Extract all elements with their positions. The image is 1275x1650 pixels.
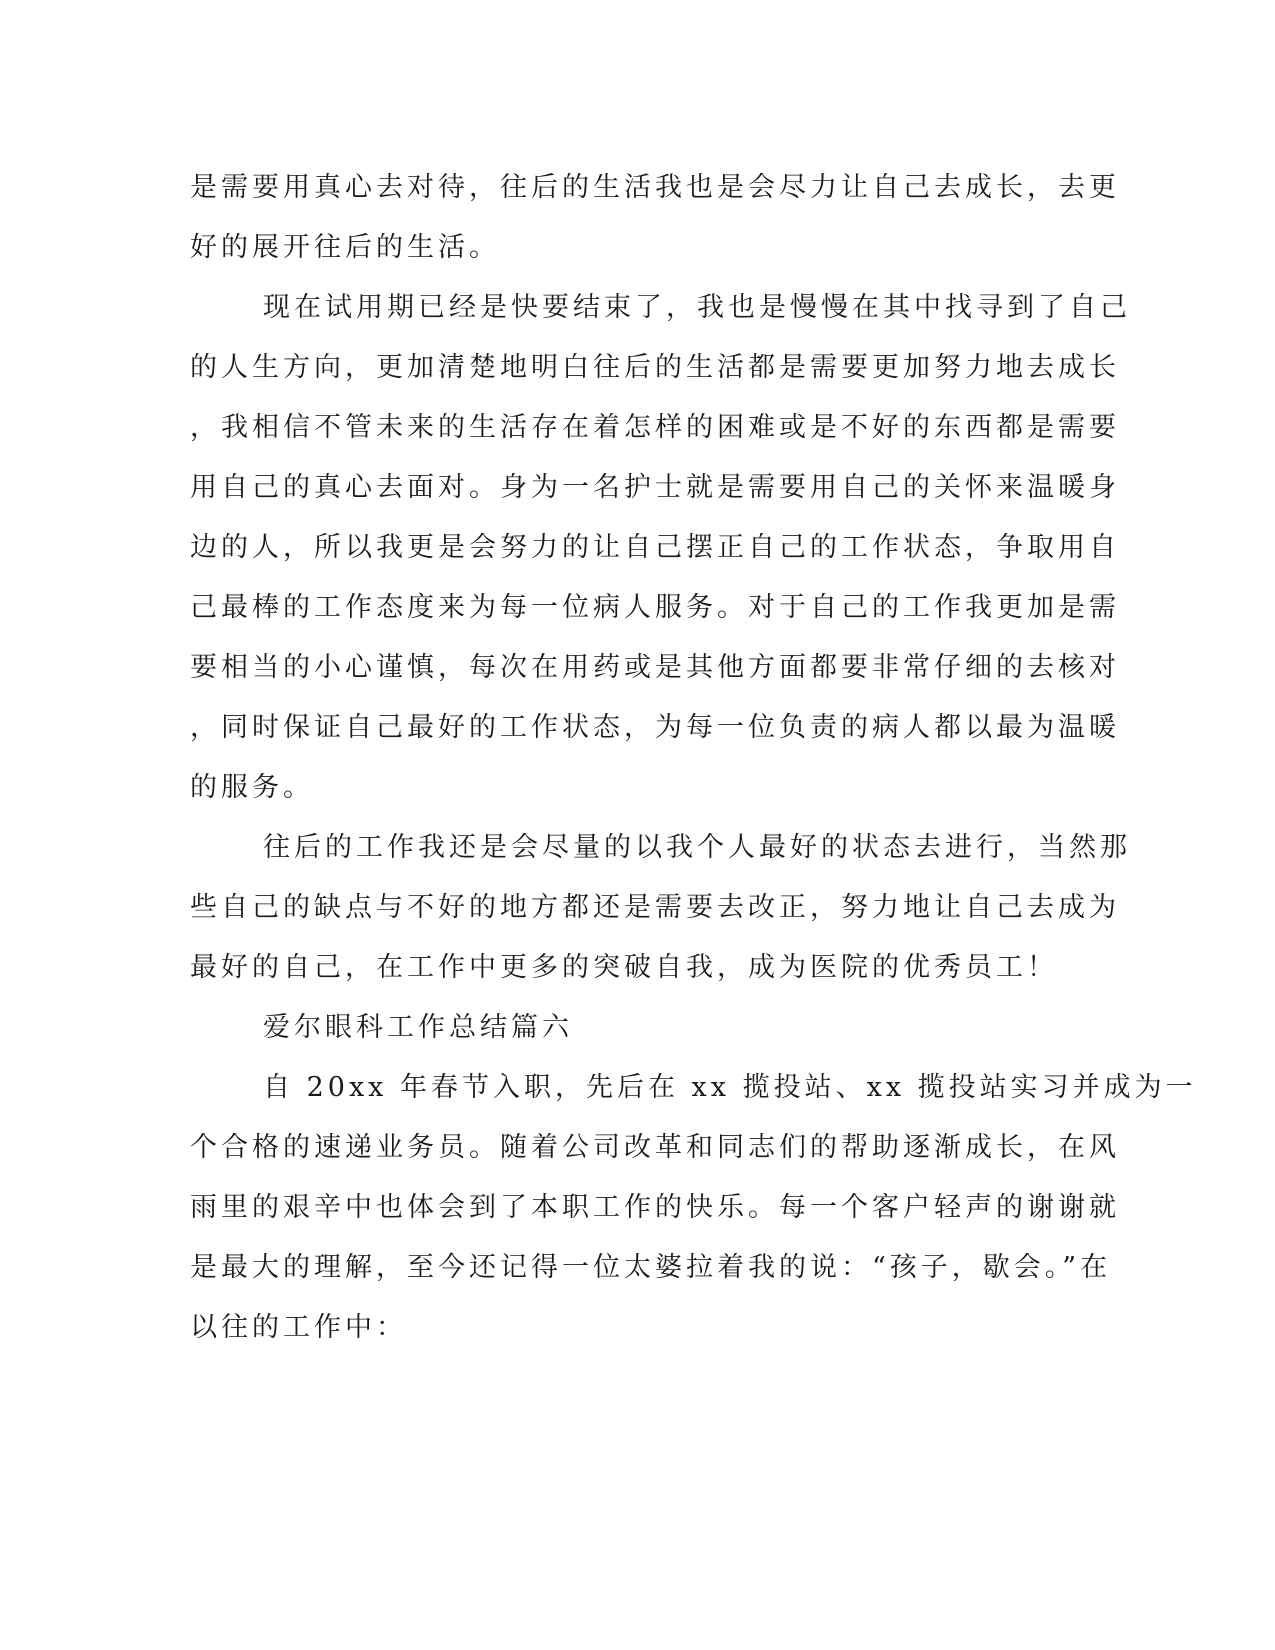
paragraph-first-line: 往后的工作我还是会尽量的以我个人最好的状态去进行，当然那 <box>263 832 1131 863</box>
text-line: 个合格的速递业务员。随着公司改革和同志们的帮助逐渐成长，在风 <box>190 1132 1120 1163</box>
text-line: 雨里的艰辛中也体会到了本职工作的快乐。每一个客户轻声的谢谢就 <box>190 1192 1120 1223</box>
text-line: ，我相信不管未来的生活存在着怎样的困难或是不好的东西都是需要 <box>190 412 1120 443</box>
text-line: 是需要用真心去对待，往后的生活我也是会尽力让自己去成长，去更 <box>190 172 1120 203</box>
text-line: 些自己的缺点与不好的地方都还是需要去改正，努力地让自己去成为 <box>190 892 1120 923</box>
text-line: 的服务。 <box>190 772 314 803</box>
text-line: 好的展开往后的生活。 <box>190 232 500 263</box>
text-line: 边的人，所以我更是会努力的让自己摆正自己的工作状态，争取用自 <box>190 532 1120 563</box>
text-line: 是最大的理解，至今还记得一位太婆拉着我的说：“孩子，歇会。”在 <box>190 1252 1112 1283</box>
section-heading: 爱尔眼科工作总结篇六 <box>263 1012 573 1043</box>
text-line: 最好的自己，在工作中更多的突破自我，成为医院的优秀员工！ <box>190 952 1058 983</box>
paragraph-first-line: 现在试用期已经是快要结束了，我也是慢慢在其中找寻到了自己 <box>263 292 1131 323</box>
text-line: 的人生方向，更加清楚地明白往后的生活都是需要更加努力地去成长 <box>190 352 1120 383</box>
text-line: ，同时保证自己最好的工作状态，为每一位负责的病人都以最为温暖 <box>190 712 1120 743</box>
paragraph-first-line: 自 20xx 年春节入职，先后在 xx 揽投站、xx 揽投站实习并成为一 <box>263 1072 1197 1103</box>
text-line: 以往的工作中： <box>190 1312 407 1343</box>
text-line: 要相当的小心谨慎，每次在用药或是其他方面都要非常仔细的去核对 <box>190 652 1120 683</box>
text-line: 己最棒的工作态度来为每一位病人服务。对于自己的工作我更加是需 <box>190 592 1120 623</box>
text-line: 用自己的真心去面对。身为一名护士就是需要用自己的关怀来温暖身 <box>190 472 1120 503</box>
